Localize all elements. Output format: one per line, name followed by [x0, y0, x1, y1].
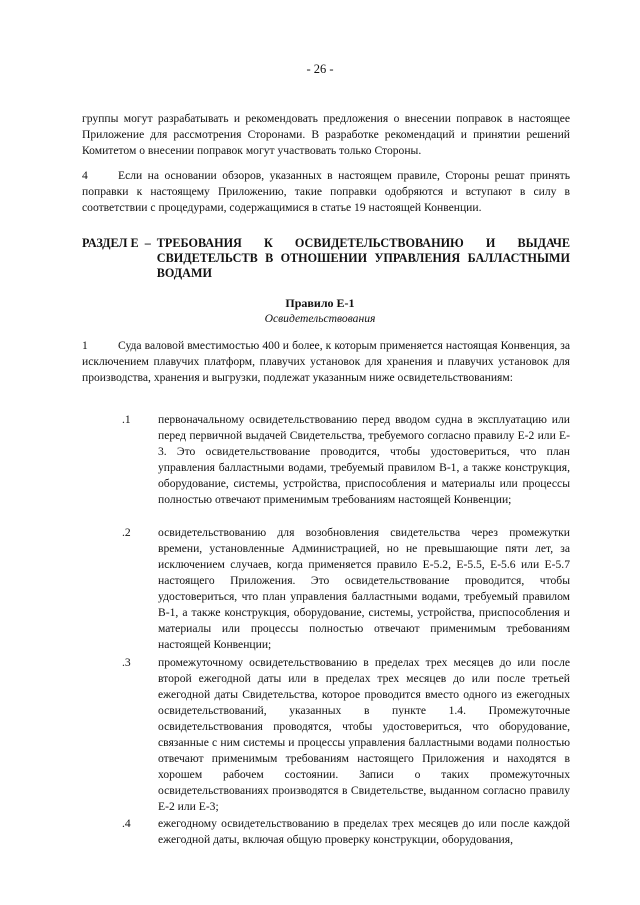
- paragraph-number: 1: [82, 339, 88, 352]
- paragraph-4: [82, 168, 570, 216]
- list-item: [82, 816, 570, 848]
- page-number: - 26 -: [306, 62, 334, 76]
- item-marker: .4: [122, 817, 131, 830]
- item-marker: .2: [122, 526, 131, 539]
- section-dash: –: [144, 236, 151, 250]
- paragraph-text: Если на основании обзоров, указанных в настоящем правиле, Стороны решат принять поправки к настоящему Приложению, такие поправки одобряются и вступают в силу в соответствии с процедурами, содержащимися в статье 19 настоящей Конвенции.: [82, 169, 570, 214]
- item-text: промежуточному освидетельствованию в пределах трех месяцев до или после второй ежегодной даты или в пределах трех месяцев до или после третьей ежегодной даты Свидетельства, которое проводится вместо одного из ежегодных освидетельствований, указанных в пункте 1.4. Промежуточные освидетельствования проводятся, чтобы удостовериться, что оборудование, связанные с ним системы и процессы управления балластными водами полностью отвечают применимым требованиям настоящего Приложения и находятся в хорошем рабочем состоянии. Записи о таких промежуточных освидетельствованиях производятся в Свидетельстве, выданном согласно правилу E-2 или E-3;: [158, 656, 570, 813]
- paragraph-number: 4: [82, 169, 88, 182]
- item-marker: .1: [122, 413, 131, 426]
- item-text: первоначальному освидетельствованию перед вводом судна в эксплуатацию или перед первичной выдачей Свидетельства, требуемого согласно правилу E-2 или E-3. Это освидетельствование проводится, чтобы удостовериться, что план управления балластными водами, требуемый правилом B-1, а также конструкция, оборудование, системы, устройства, приспособления и материалы или процессы полностью отвечают применимым требованиям настоящей Конвенции;: [158, 413, 570, 506]
- section-heading: [82, 236, 570, 281]
- list-item: [82, 525, 570, 653]
- paragraph-continuation: группы могут разрабатывать и рекомендовать предложения о внесении поправок в настоящее Приложение для рассмотрения Сторонами. В разработке рекомендаций и принятии решений Комитетом о внесении поправок могут участвовать только Стороны.: [82, 112, 570, 157]
- rule-subtitle: Освидетельствования: [264, 312, 376, 325]
- section-label: РАЗДЕЛ E: [82, 236, 139, 250]
- rule-title: Правило E-1: [285, 296, 355, 310]
- item-marker: .3: [122, 656, 131, 669]
- paragraph-1: [82, 338, 570, 386]
- paragraph-text: Суда валовой вместимостью 400 и более, к которым применяется настоящая Конвенция, за исключением плавучих платформ, плавучих установок для хранения и плавучих установок для производства, хранения и выгрузки, подлежат указанным ниже освидетельствованиям:: [82, 339, 570, 384]
- item-text: освидетельствованию для возобновления свидетельства через промежутки времени, установленные Администрацией, но не превышающие пяти лет, за исключением случаев, когда применяется правило E-5.2, E-5.5, E-5.6 или E-5.7 настоящего Приложения. Это освидетельствование проводится, чтобы удостовериться, что план управления балластными водами, требуемый правилом B-1, а также конструкция, оборудование, системы, устройства, приспособления и материалы или процессы полностью отвечают применимым требованиям настоящей Конвенции;: [158, 526, 570, 651]
- item-text: ежегодному освидетельствованию в пределах трех месяцев до или после каждой ежегодной даты, включая общую проверку конструкции, оборудования,: [158, 817, 570, 846]
- list-item: [82, 412, 570, 508]
- list-item: [82, 655, 570, 815]
- section-title: ТРЕБОВАНИЯ К ОСВИДЕТЕЛЬСТВОВАНИЮ И ВЫДАЧЕ СВИДЕТЕЛЬСТВ В ОТНОШЕНИИ УПРАВЛЕНИЯ БАЛЛАСТНЫМИ ВОДАМИ: [156, 236, 570, 280]
